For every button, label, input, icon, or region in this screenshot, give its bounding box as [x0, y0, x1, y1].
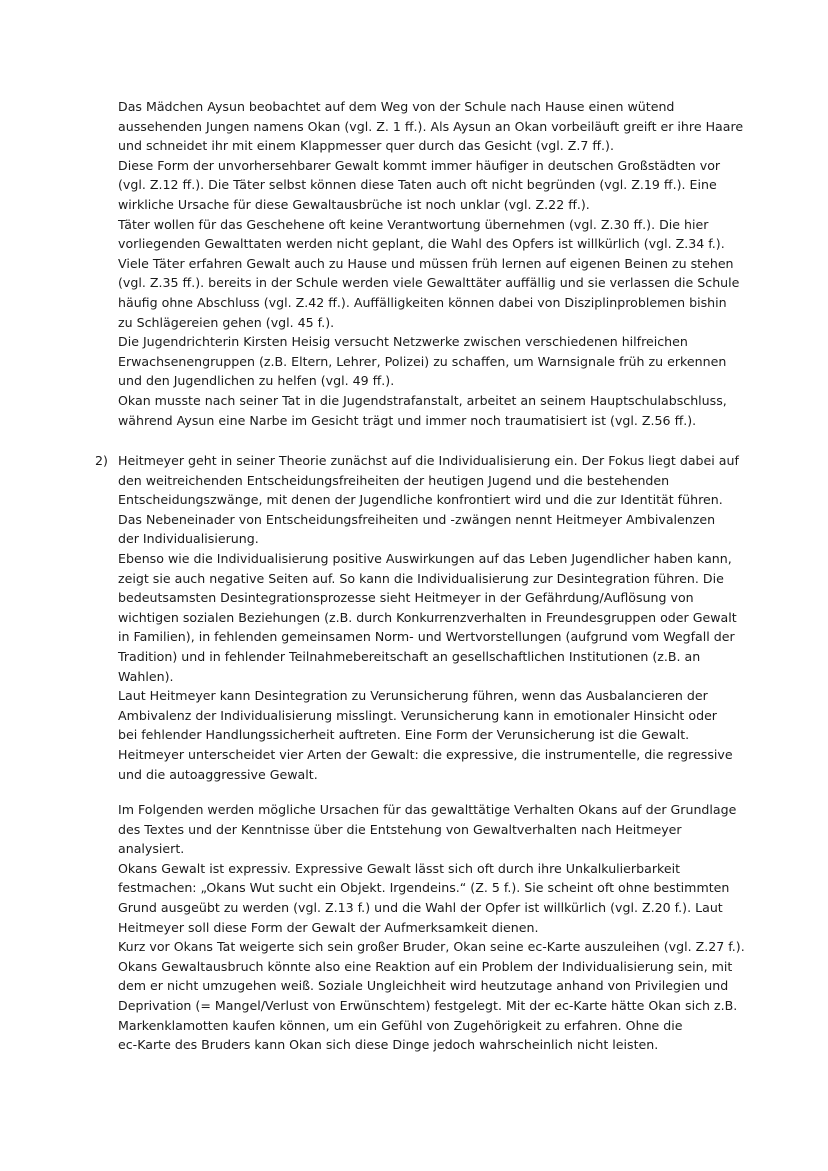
- summary-line: Erwachsenengruppen (z.B. Eltern, Lehrer, Polizei) zu schaffen, um Warnsignale früh zu erkennen: [118, 353, 727, 369]
- analysis-line: festmachen: „Okans Wut sucht ein Objekt. Irgendeins.“ (Z. 5 f.). Sie scheint oft ohne bestimmten: [118, 880, 730, 896]
- theory-line: Tradition) und in fehlender Teilnahmebereitschaft an gesellschaftlichen Institutionen (z.B. an: [118, 648, 701, 664]
- analysis-line: Heitmeyer soll diese Form der Gewalt der Aufmerksamkeit dienen.: [118, 919, 539, 935]
- analysis-line: Deprivation (= Mangel/Verlust von Erwünschtem) festgelegt. Mit der ec-Karte hätte Okan sich z.B.: [118, 997, 738, 1013]
- summary-line: Viele Täter erfahren Gewalt auch zu Hause und müssen früh lernen auf eigenen Beinen zu stehen: [118, 255, 734, 271]
- analysis-paragraph: [118, 800, 745, 1055]
- analysis-line: des Textes und der Kenntnisse über die Entstehung von Gewaltverhalten nach Heitmeyer: [118, 821, 682, 837]
- analysis-line: Markenklamotten kaufen können, um ein Gefühl von Zugehörigkeit zu erfahren. Ohne die: [118, 1017, 683, 1033]
- theory-line: bedeutsamsten Desintegrationsprozesse sieht Heitmeyer in der Gefährdung/Auflösung von: [118, 590, 694, 606]
- summary-line: während Aysun eine Narbe im Gesicht trägt und immer noch traumatisiert ist (vgl. Z.56 ff.).: [118, 412, 697, 428]
- analysis-line: Im Folgenden werden mögliche Ursachen für das gewalttätige Verhalten Okans auf der Grundlage: [118, 802, 737, 817]
- summary-line: wirkliche Ursache für diese Gewaltausbrüche ist noch unklar (vgl. Z.22 ff.).: [118, 196, 590, 212]
- theory-line: Ebenso wie die Individualisierung positive Auswirkungen auf das Leben Jugendlicher haben kann,: [118, 550, 732, 566]
- theory-line: Ambivalenz der Individualisierung misslingt. Verunsicherung kann in emotionaler Hinsicht oder: [118, 707, 717, 723]
- theory-line: Heitmeyer geht in seiner Theorie zunächst auf die Individualisierung ein. Der Fokus liegt dabei auf: [118, 453, 739, 468]
- analysis-line: Okans Gewaltausbruch könnte also eine Reaktion auf ein Problem der Individualisierung sein, mit: [118, 958, 733, 974]
- summary-paragraph: [118, 97, 744, 430]
- analysis-line: Okans Gewalt ist expressiv. Expressive Gewalt lässt sich oft durch ihre Unkalkulierbarkeit: [118, 860, 681, 876]
- theory-line: Wahlen).: [118, 668, 174, 684]
- theory-line: Entscheidungszwänge, mit denen der Jugendliche konfrontiert wird und die zur Identität führen.: [118, 492, 723, 508]
- summary-line: vorliegenden Gewalttaten werden nicht geplant, die Wahl des Opfers ist willkürlich (vgl. Z.34 f.).: [118, 236, 725, 252]
- theory-line: wichtigen sozialen Beziehungen (z.B. durch Konkurrenzverhalten in Freundesgruppen oder Gewalt: [118, 609, 737, 625]
- theory-line: zeigt sie auch negative Seiten auf. So kann die Individualisierung zur Desintegration führen. Die: [118, 570, 724, 586]
- summary-line: zu Schlägereien gehen (vgl. 45 f.).: [118, 314, 335, 330]
- analysis-line: Kurz vor Okans Tat weigerte sich sein großer Bruder, Okan seine ec-Karte auszuleihen (vgl. Z.27 f.).: [118, 939, 745, 955]
- heitmeyer-theory-paragraph: [118, 451, 739, 784]
- analysis-line: ec-Karte des Bruders kann Okan sich diese Dinge jedoch wahrscheinlich nicht leisten.: [118, 1037, 659, 1053]
- theory-line: und die autoaggressive Gewalt.: [118, 766, 318, 782]
- theory-line: Das Nebeneinader von Entscheidungsfreiheiten und -zwängen nennt Heitmeyer Ambivalenzen: [118, 511, 716, 527]
- summary-line: Die Jugendrichterin Kirsten Heisig versucht Netzwerke zwischen verschiedenen hilfreichen: [118, 334, 688, 350]
- theory-line: Laut Heitmeyer kann Desintegration zu Verunsicherung führen, wenn das Ausbalancieren der: [118, 688, 708, 704]
- summary-line: (vgl. Z.12 ff.). Die Täter selbst können diese Taten auch oft nicht begründen (vgl. Z.19 ff.). Eine: [118, 177, 717, 193]
- summary-line: (vgl. Z.35 ff.). bereits in der Schule werden viele Gewalttäter auffällig und sie verlassen die Schule: [118, 275, 740, 291]
- theory-line: Heitmeyer unterscheidet vier Arten der Gewalt: die expressive, die instrumentelle, die regressive: [118, 746, 733, 762]
- summary-line: Das Mädchen Aysun beobachtet auf dem Weg von der Schule nach Hause einen wütend: [118, 99, 675, 114]
- theory-line: der Individualisierung.: [118, 531, 259, 547]
- theory-line: den weitreichenden Entscheidungsfreiheiten der heutigen Jugend und die bestehenden: [118, 472, 670, 488]
- analysis-line: analysiert.: [118, 841, 185, 857]
- summary-line: aussehenden Jungen namens Okan (vgl. Z. 1 ff.). Als Aysun an Okan vorbeiläuft greift er ihre Haare: [118, 118, 744, 134]
- analysis-line: dem er nicht umzugehen weiß. Soziale Ungleichheit wird heutzutage anhand von Privilegien und: [118, 978, 729, 994]
- summary-line: und den Jugendlichen zu helfen (vgl. 49 ff.).: [118, 373, 395, 389]
- summary-line: Diese Form der unvorhersehbarer Gewalt kommt immer häufiger in deutschen Großstädten vor: [118, 157, 721, 173]
- section-number: 2): [95, 453, 108, 468]
- theory-line: bei fehlender Handlungssicherheit auftreten. Eine Form der Verunsicherung ist die Gewalt.: [118, 727, 690, 743]
- summary-line: Okan musste nach seiner Tat in die Jugendstrafanstalt, arbeitet an seinem Hauptschulabschluss,: [118, 392, 727, 408]
- summary-line: und schneidet ihr mit einem Klappmesser quer durch das Gesicht (vgl. Z.7 ff.).: [118, 138, 614, 154]
- summary-line: häufig ohne Abschluss (vgl. Z.42 ff.). Auffälligkeiten können dabei von Disziplinproblemen bishin: [118, 294, 727, 310]
- summary-line: Täter wollen für das Geschehene oft keine Verantwortung übernehmen (vgl. Z.30 ff.). Die hier: [118, 216, 709, 232]
- analysis-line: Grund ausgeübt zu werden (vgl. Z.13 f.) und die Wahl der Opfer ist willkürlich (vgl. Z.20 f.). Laut: [118, 899, 723, 915]
- theory-line: in Familien), in fehlenden gemeinsamen Norm- und Wertvorstellungen (aufgrund vom Wegfall der: [118, 629, 735, 645]
